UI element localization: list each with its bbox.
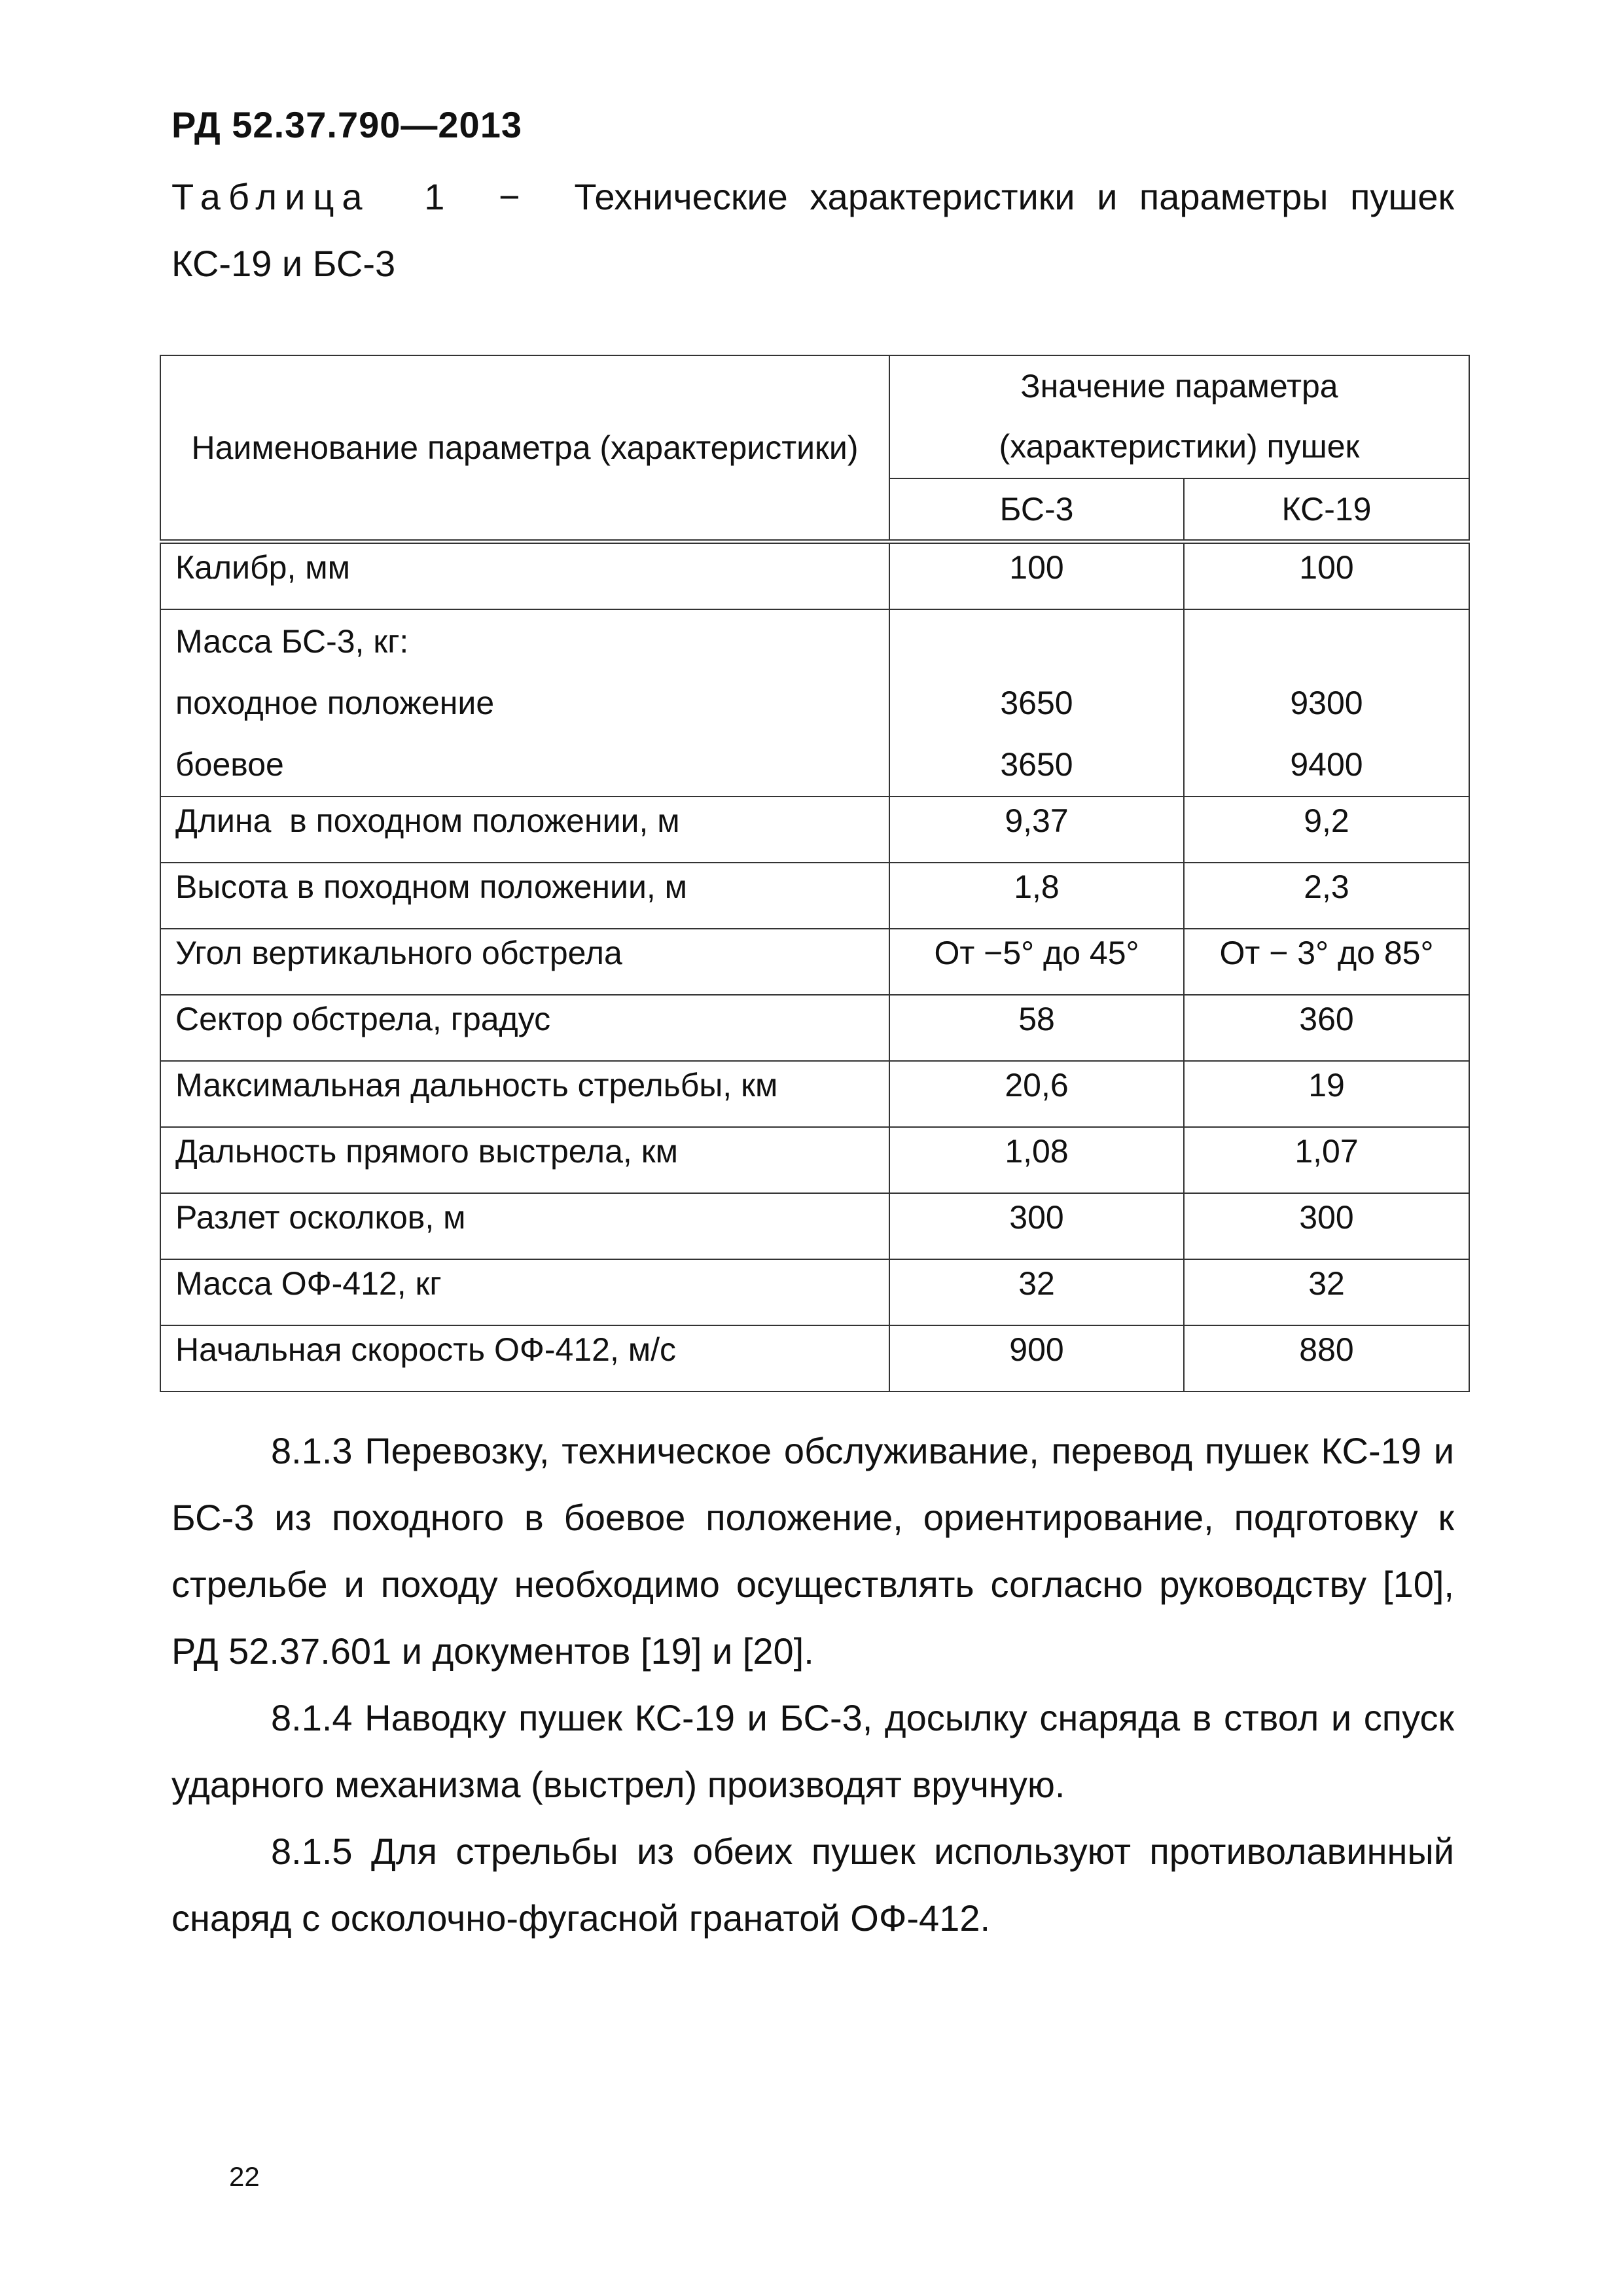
mass-item-ks19-value: 9400 (1290, 746, 1363, 783)
row-name: Максимальная дальность стрельбы, км (160, 1061, 889, 1127)
row-bs3-value: 900 (889, 1325, 1184, 1391)
paragraph-8-1-4: 8.1.4 Наводку пушек КС-19 и БС-3, досылку снаряда в ствол и спуск ударного механизма (выстрел) производят вручную. (171, 1697, 1454, 1805)
row-bs3-value: 20,6 (889, 1061, 1184, 1127)
caption-text-line2: КС-19 и БС-3 (171, 243, 396, 284)
row-ks19-value: 100 (1184, 542, 1469, 610)
mass-item-ks19-value: 9300 (1290, 685, 1363, 721)
row-name: Длина в походном положении, м (160, 797, 889, 863)
row-name: Дальность прямого выстрела, км (160, 1127, 889, 1193)
table-row (160, 1325, 1469, 1391)
caption-label: Таблица (171, 176, 370, 217)
mass-item-name: боевое (175, 746, 284, 783)
table-caption (171, 164, 1454, 297)
mass-item-bs3-value: 3650 (1000, 685, 1073, 721)
row-name: Сектор обстрела, градус (160, 995, 889, 1061)
row-bs3-value: 58 (889, 995, 1184, 1061)
row-name: Начальная скорость ОФ-412, м/с (160, 1325, 889, 1391)
mass-item-bs3-value: 3650 (1000, 746, 1073, 783)
table-row-mass-group (160, 609, 1469, 797)
header-param-value: Значение параметра (характеристики) пушек (889, 355, 1469, 478)
header-ks19: КС-19 (1184, 478, 1469, 542)
row-name: Разлет осколков, м (160, 1193, 889, 1259)
row-name: Масса ОФ-412, кг (160, 1259, 889, 1325)
row-bs3-value: 32 (889, 1259, 1184, 1325)
row-bs3-value: 1,08 (889, 1127, 1184, 1193)
row-name: Калибр, мм (160, 542, 889, 610)
table-row (160, 1127, 1469, 1193)
row-ks19-value: 880 (1184, 1325, 1469, 1391)
table-row (160, 929, 1469, 995)
body-text (171, 1418, 1454, 1952)
header-bs3: БС-3 (889, 478, 1184, 542)
table-row (160, 863, 1469, 929)
row-bs3-value: От −5° до 45° (889, 929, 1184, 995)
table-row (160, 1259, 1469, 1325)
row-ks19-value: 32 (1184, 1259, 1469, 1325)
row-ks19-value: От − 3° до 85° (1184, 929, 1469, 995)
specs-table (160, 355, 1470, 1392)
page-number: 22 (229, 2161, 260, 2192)
row-bs3-value: 9,37 (889, 797, 1184, 863)
row-bs3-value: 1,8 (889, 863, 1184, 929)
table-row (160, 797, 1469, 863)
paragraph-8-1-3: 8.1.3 Перевозку, техническое обслуживание, перевод пушек КС-19 и БС-3 из походного в боевое положение, ориентирование, подготовку к стрельбе и походу необходимо осуществлять согласно руководству [10], РД 52.37.601 и документов [19] и [20]. (171, 1430, 1454, 1672)
row-ks19-value: 360 (1184, 995, 1469, 1061)
mass-item-name: походное положение (175, 685, 495, 721)
table-row (160, 542, 1469, 610)
mass-group-title: Масса БС-3, кг: (175, 623, 409, 660)
caption-dash: − (498, 176, 520, 217)
row-bs3-value: 300 (889, 1193, 1184, 1259)
row-ks19-value: 1,07 (1184, 1127, 1469, 1193)
row-ks19-value: 2,3 (1184, 863, 1469, 929)
caption-number: 1 (424, 176, 445, 217)
row-bs3-value: 100 (889, 542, 1184, 610)
header-param-name: Наименование параметра (характеристики) (160, 355, 889, 542)
table-row (160, 995, 1469, 1061)
row-name: Высота в походном положении, м (160, 863, 889, 929)
table-row (160, 1193, 1469, 1259)
caption-text-line1: Технические характеристики и параметры пушек (574, 176, 1454, 217)
paragraph-8-1-5: 8.1.5 Для стрельбы из обеих пушек используют противолавинный снаряд с осколочно-фугасной гранатой ОФ-412. (171, 1831, 1454, 1939)
row-ks19-value: 9,2 (1184, 797, 1469, 863)
document-code: РД 52.37.790—2013 (171, 104, 522, 145)
row-ks19-value: 19 (1184, 1061, 1469, 1127)
table-row (160, 1061, 1469, 1127)
row-ks19-value: 300 (1184, 1193, 1469, 1259)
row-name: Угол вертикального обстрела (160, 929, 889, 995)
